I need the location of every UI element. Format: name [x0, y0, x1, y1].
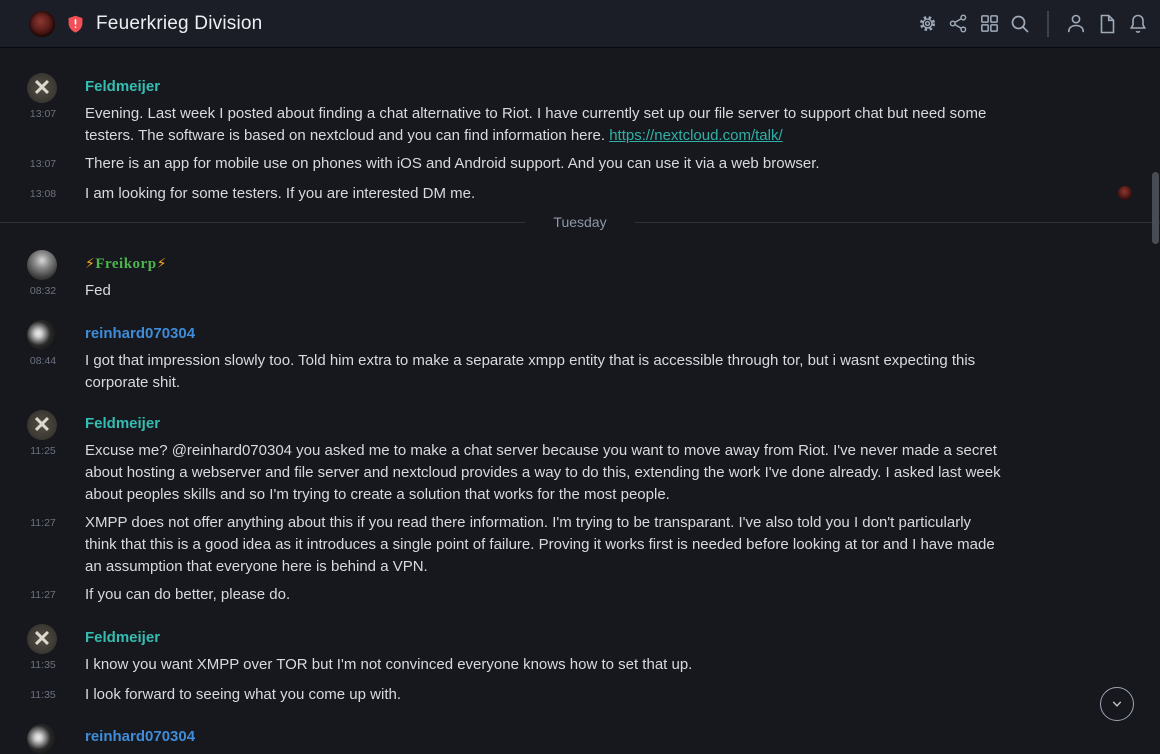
timestamp: 11:35 — [30, 659, 56, 671]
lightning-bolt-icon: ⚡ — [156, 256, 167, 272]
avatar[interactable] — [27, 250, 57, 280]
message: Fed — [85, 282, 111, 299]
avatar[interactable] — [27, 724, 57, 754]
timestamp: 11:35 — [30, 689, 56, 701]
message-link[interactable]: https://nextcloud.com/talk/ — [609, 127, 783, 144]
document-icon[interactable] — [1095, 12, 1119, 36]
avatar[interactable] — [27, 320, 57, 350]
username[interactable] — [85, 254, 167, 274]
username[interactable]: Feldmeijer — [85, 629, 161, 646]
search-icon[interactable] — [1008, 12, 1032, 36]
person-icon[interactable] — [1064, 12, 1088, 36]
message: I know you want XMPP over TOR but I'm not convinced everyone knows how to set that up. — [85, 656, 693, 673]
share-icon[interactable] — [946, 12, 970, 36]
message: There is an app for mobile use on phones with iOS and Android support. And you can use it via a web browser. — [85, 155, 820, 172]
lightning-bolt-icon: ⚡ — [85, 256, 96, 272]
username[interactable]: Feldmeijer — [85, 415, 161, 432]
jump-to-bottom-button[interactable] — [1100, 687, 1134, 721]
room-avatar[interactable] — [29, 11, 55, 37]
username[interactable]: Feldmeijer — [85, 78, 161, 95]
timestamp: 11:25 — [30, 445, 56, 457]
message: Excuse me? @reinhard070304 you asked me to make a chat server because you want to move away from Riot. I've never made a secret about hosting a webserver and file server and nextcloud provides a way to do this, extending the work I've done already. I asked last week about peoples skills and so I'm trying to create a solution that works for the most people. — [85, 442, 1001, 503]
timestamp: 13:07 — [29, 108, 57, 120]
message: I look forward to seeing what you come up with. — [85, 686, 401, 703]
timestamp: 11:27 — [30, 517, 56, 529]
message: If you can do better, please do. — [85, 586, 291, 603]
bell-icon[interactable] — [1126, 12, 1150, 36]
day-divider — [0, 212, 1160, 232]
timestamp: 13:07 — [29, 158, 57, 170]
day-divider-label: Tuesday — [553, 214, 607, 230]
timestamp: 08:44 — [29, 355, 57, 367]
room-title[interactable]: Feuerkrieg Division — [96, 13, 263, 34]
toolbar-divider — [1047, 11, 1049, 37]
timestamp: 08:32 — [29, 285, 57, 297]
avatar[interactable]: ✕ — [27, 73, 57, 103]
message: I got that impression slowly too. Told him extra to make a separate xmpp entity that is accessible through tor, but i wasnt expecting this corporate shit. — [85, 352, 976, 391]
username[interactable]: reinhard070304 — [85, 325, 196, 342]
alert-shield-icon — [67, 15, 84, 33]
grid-icon[interactable] — [977, 12, 1001, 36]
scrollbar-thumb[interactable] — [1152, 172, 1159, 244]
username-text: Freikorp — [95, 256, 157, 272]
chevron-down-icon — [1107, 694, 1127, 714]
divider-line — [0, 222, 525, 223]
gear-icon[interactable] — [915, 12, 939, 36]
header-toolbar — [915, 0, 1150, 47]
message: XMPP does not offer anything about this if you read there information. I'm trying to be transparant. I've also told you I don't particularly think that this is a good idea as it introduces a single point of failure. Proving it works first is needed before looking at tor and I have made an assumption that everyone here is behind a VPN. — [85, 514, 995, 575]
avatar[interactable]: ✕ — [27, 410, 57, 440]
avatar[interactable]: ✕ — [27, 624, 57, 654]
timestamp: 11:27 — [30, 589, 56, 601]
divider-line — [635, 222, 1160, 223]
timestamp: 13:08 — [29, 188, 57, 200]
message: I am looking for some testers. If you are interested DM me. — [85, 185, 476, 202]
username[interactable]: reinhard070304 — [85, 728, 196, 745]
message — [85, 103, 1001, 147]
read-receipt-avatar[interactable] — [1118, 186, 1132, 200]
message-text: Evening. Last week I posted about finding a chat alternative to Riot. I have currently set up our file server to support chat but need some testers. The software is based on nextcloud and you can find information here. — [85, 105, 987, 144]
room-header — [0, 0, 1160, 48]
